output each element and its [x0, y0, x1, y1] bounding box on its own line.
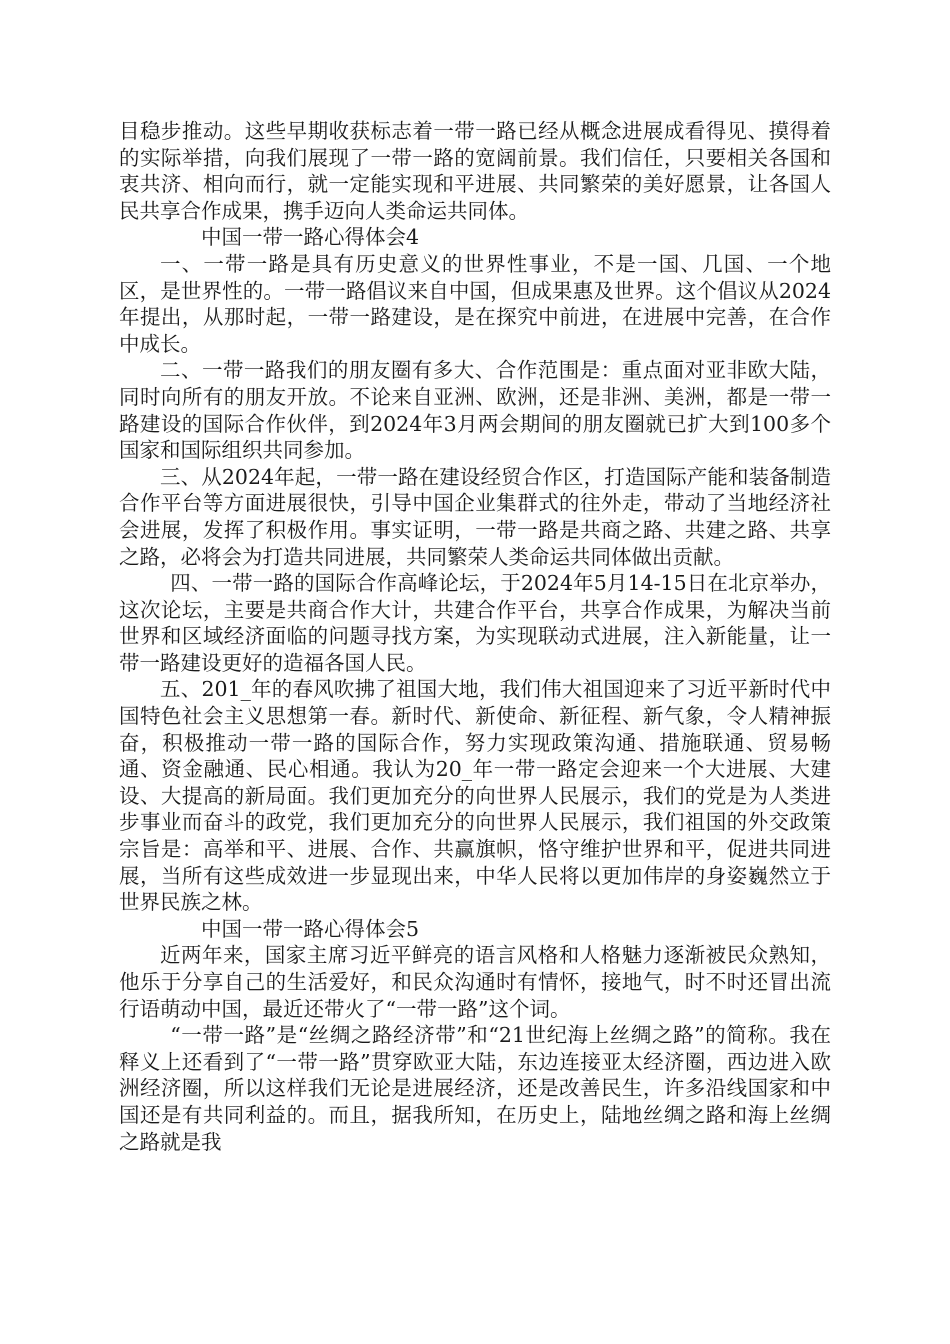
- paragraph-point-3: 三、从2024年起，一带一路在建设经贸合作区，打造国际产能和装备制造合作平台等方面进展很快，引导中国企业集群式的往外走，带动了当地经济社会进展，发挥了积极作用。事实证明，一带一路是共商之路、共建之路、共享之路，必将会为打造共同进展，共同繁荣人类命运共同体做出贡献。: [119, 464, 831, 569]
- paragraph-point-1: 一、一带一路是具有历史意义的世界性事业，不是一国、几国、一个地区，是世界性的。一带一路倡议来自中国，但成果惠及世界。这个倡议从2024年提出，从那时起，一带一路建设，是在探究中前进，在进展中完善，在合作中成长。: [119, 251, 831, 356]
- paragraph-point-2: 二、一带一路我们的朋友圈有多大、合作范围是：重点面对亚非欧大陆，同时向所有的朋友开放。不论来自亚洲、欧洲，还是非洲、美洲，都是一带一路建设的国际合作伙伴，到2024年3月两会期间的朋友圈就已扩大到100多个国家和国际组织共同参加。: [119, 358, 831, 463]
- section-heading-5: 中国一带一路心得体会5: [201, 916, 420, 941]
- paragraph-continuation: 目稳步推动。这些早期收获标志着一带一路已经从概念进展成看得见、摸得着的实际举措，向我们展现了一带一路的宽阔前景。我们信任，只要相关各国和衷共济、相向而行，就一定能实现和平进展、共同繁荣的美好愿景，让各国人民共享合作成果，携手迈向人类命运共同体。: [119, 119, 831, 223]
- paragraph-intro: 近两年来，国家主席习近平鲜亮的语言风格和人格魅力逐渐被民众熟知，他乐于分享自己的生活爱好，和民众沟通时有情怀，接地气，时不时还冒出流行语萌动中国，最近还带火了“一带一路”这个词。: [119, 943, 831, 1021]
- document-body: [119, 118, 831, 1155]
- paragraph-point-5: 五、201_年的春风吹拂了祖国大地，我们伟大祖国迎来了习近平新时代中国特色社会主义思想第一春。新时代、新使命、新征程、新气象，令人精神振奋，积极推动一带一路的国际合作，努力实现政策沟通、措施联通、贸易畅通、资金融通、民心相通。我认为20_年一带一路定会迎来一个大进展、大建设、大提高的新局面。我们更加充分的向世界人民展示，我们的党是为人类进步事业而奋斗的政党，我们更加充分的向世界人民展示，我们祖国的外交政策宗旨是：高举和平、进展、合作、共赢旗帜，恪守维护世界和平，促进共同进展，当所有这些成效进一步显现出来，中华人民将以更加伟岸的身姿巍然立于世界民族之林。: [119, 677, 831, 915]
- section-heading-4: 中国一带一路心得体会4: [201, 225, 420, 250]
- paragraph-point-4: 四、一带一路的国际合作高峰论坛，于2024年5月14-15日在北京举办，这次论坛，主要是共商合作大计，共建合作平台，共享合作成果，为解决当前世界和区域经济面临的问题寻找方案，为实现联动式进展，注入新能量，让一带一路建设更好的造福各国人民。: [119, 571, 831, 675]
- paragraph-definition: “一带一路”是“丝绸之路经济带”和“21世纪海上丝绸之路”的简称。我在释义上还看到了“一带一路”贯穿欧亚大陆，东边连接亚太经济圈，西边进入欧洲经济圈，所以这样我们无论是进展经济，还是改善民生，许多沿线国家和中国还是有共同利益的。而且，据我所知，在历史上，陆地丝绸之路和海上丝绸之路就是我: [119, 1023, 831, 1154]
